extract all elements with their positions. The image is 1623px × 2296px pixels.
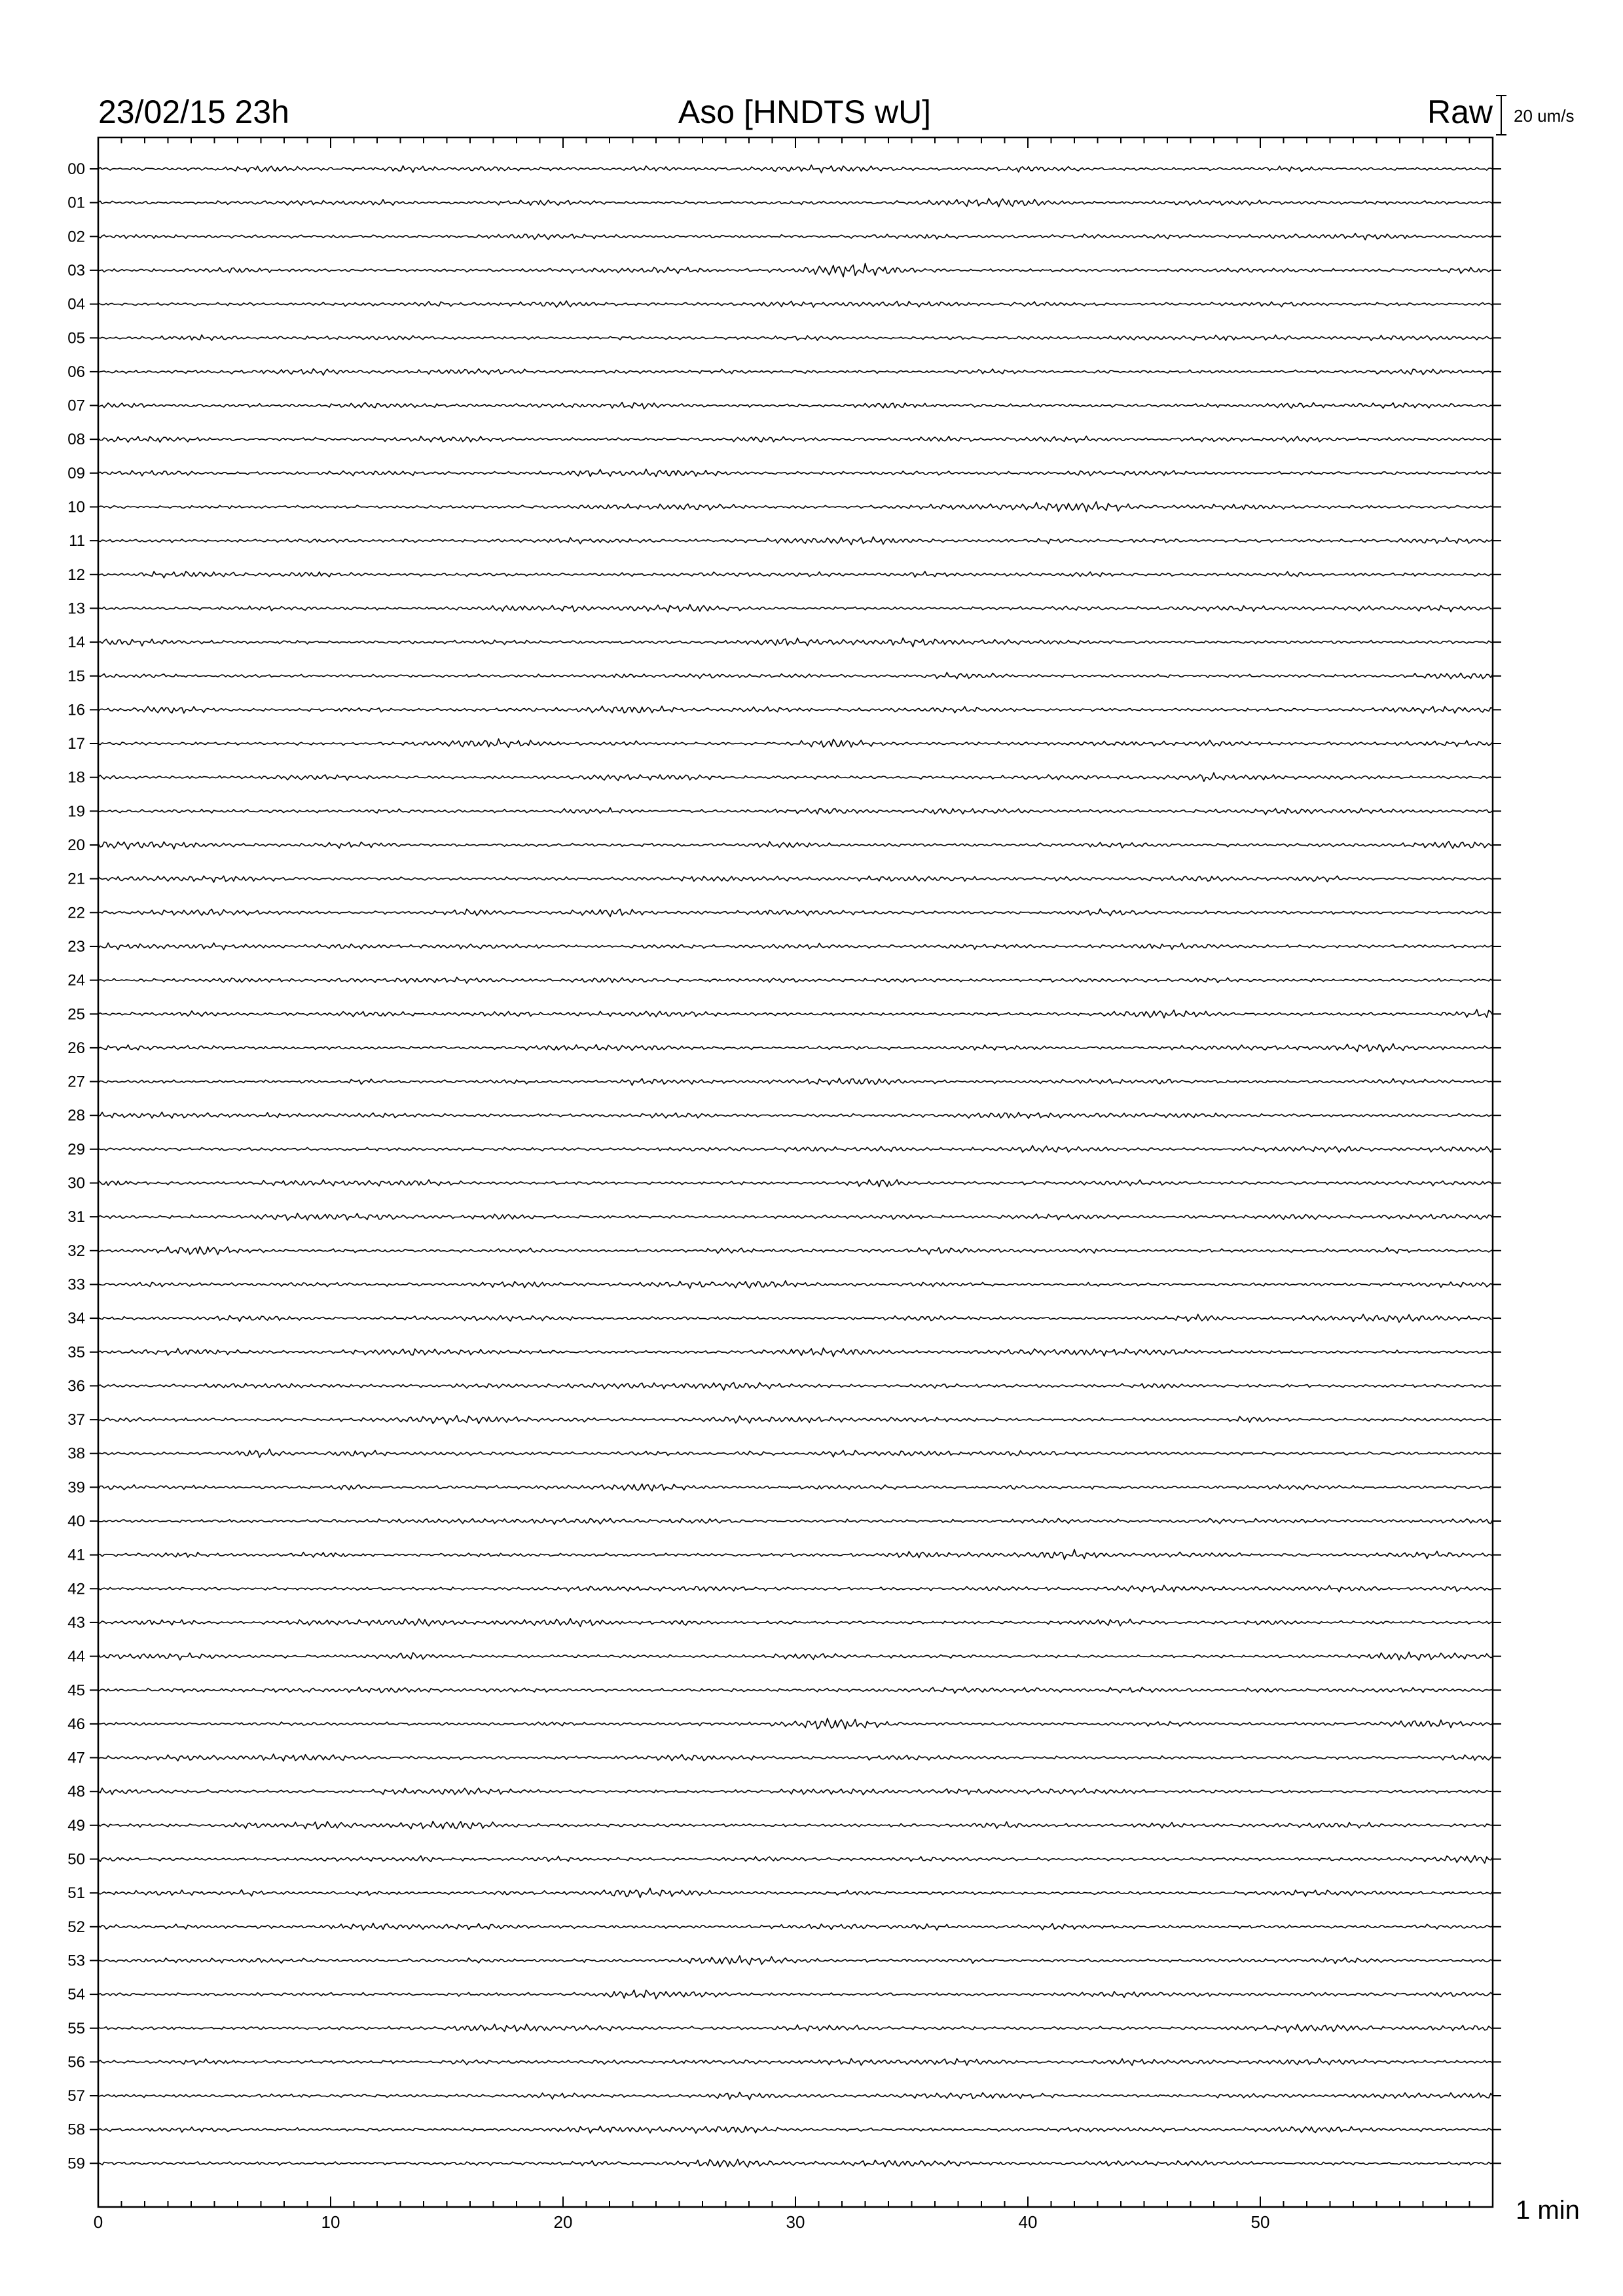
trace-line [98, 1856, 1493, 1863]
trace-line [98, 842, 1493, 850]
hour-row-label: 27 [67, 1073, 85, 1091]
hour-row-label: 36 [67, 1377, 85, 1395]
trace-line [98, 1585, 1493, 1592]
hour-row-label: 03 [67, 261, 85, 279]
traces [90, 165, 1501, 2167]
hour-row-label: 51 [67, 1884, 85, 1903]
trace-line [98, 876, 1493, 882]
trace-line [98, 2024, 1493, 2032]
trace-line [98, 1247, 1493, 1255]
hour-row-label: 52 [67, 1918, 85, 1936]
trace-line [98, 368, 1493, 375]
x-tick-label: 10 [321, 2212, 340, 2232]
hour-row-label: 49 [67, 1816, 85, 1835]
hour-row-label: 19 [67, 802, 85, 821]
hour-row-label: 21 [67, 870, 85, 888]
x-tick-label: 20 [553, 2212, 573, 2232]
hour-row-label: 16 [67, 701, 85, 719]
hour-row-label: 20 [67, 836, 85, 854]
trace-line [98, 1484, 1493, 1491]
trace-line [98, 706, 1493, 713]
hour-row-label: 04 [67, 295, 85, 314]
hour-row-label: 01 [67, 194, 85, 212]
hour-row-label: 34 [67, 1310, 85, 1328]
hour-row-label: 05 [67, 329, 85, 348]
hour-row-label: 13 [67, 600, 85, 618]
trace-line [98, 165, 1493, 173]
hour-row-label: 54 [67, 1986, 85, 2004]
trace-line [98, 537, 1493, 545]
trace-line [98, 1382, 1493, 1390]
hour-row-label: 26 [67, 1039, 85, 1057]
trace-line [98, 638, 1493, 647]
trace-line [98, 1990, 1493, 1999]
trace-line [98, 1754, 1493, 1761]
hour-row-label: 02 [67, 228, 85, 246]
trace-line [98, 2126, 1493, 2133]
hour-row-label: 42 [67, 1580, 85, 1598]
trace-line [98, 1010, 1493, 1018]
trace-line [98, 2092, 1493, 2100]
trace-line [98, 808, 1493, 815]
trace-line [98, 1518, 1493, 1524]
hour-row-label: 33 [67, 1276, 85, 1294]
trace-line [98, 2058, 1493, 2066]
trace-line [98, 1788, 1493, 1795]
trace-line [98, 335, 1493, 341]
trace-line [98, 1281, 1493, 1289]
hour-row-label: 46 [67, 1715, 85, 1733]
trace-line [98, 502, 1493, 512]
hour-row-label: 29 [67, 1140, 85, 1158]
trace-line [98, 1956, 1493, 1965]
hour-row-label: 12 [67, 565, 85, 584]
trace-line [98, 1449, 1493, 1458]
hour-row-label: 15 [67, 667, 85, 685]
hour-row-label: 38 [67, 1444, 85, 1463]
trace-line [98, 1348, 1493, 1357]
trace-line [98, 469, 1493, 477]
hour-row-label: 07 [67, 397, 85, 415]
hour-row-label: 39 [67, 1479, 85, 1497]
trace-line [98, 1416, 1493, 1424]
hour-row-label: 58 [67, 2121, 85, 2139]
hour-row-label: 48 [67, 1783, 85, 1801]
hour-row-label: 35 [67, 1343, 85, 1361]
hour-row-label: 43 [67, 1613, 85, 1632]
trace-line [98, 1179, 1493, 1187]
station-title: Aso [HNDTS wU] [678, 94, 932, 130]
x-axis-tick-labels [94, 2212, 1270, 2232]
date-hour-label: 23/02/15 23h [98, 94, 289, 130]
hour-row-label: 24 [67, 971, 85, 990]
x-axis-label: 1 min [1516, 2196, 1580, 2225]
mode-label: Raw [1427, 94, 1493, 130]
hour-row-label: 32 [67, 1242, 85, 1260]
scale-bar [1496, 96, 1506, 135]
hour-row-label: 14 [67, 634, 85, 652]
hour-row-labels [67, 160, 85, 2172]
trace-line [98, 234, 1493, 240]
hour-row-label: 37 [67, 1411, 85, 1429]
trace-line [98, 1314, 1493, 1322]
hour-row-label: 53 [67, 1952, 85, 1970]
trace-line [98, 1718, 1493, 1729]
trace-line [98, 1687, 1493, 1694]
hour-row-label: 55 [67, 2019, 85, 2037]
hour-row-label: 31 [67, 1208, 85, 1227]
trace-line [98, 1044, 1493, 1052]
hour-row-label: 06 [67, 363, 85, 381]
x-tick-label: 30 [786, 2212, 805, 2232]
hour-row-label: 09 [67, 464, 85, 482]
trace-line [98, 198, 1493, 207]
trace-line [98, 1619, 1493, 1626]
hour-row-label: 08 [67, 431, 85, 449]
hour-row-label: 45 [67, 1681, 85, 1700]
trace-line [98, 2159, 1493, 2167]
hour-row-label: 57 [67, 2087, 85, 2105]
x-tick-label: 40 [1018, 2212, 1038, 2232]
trace-line [98, 436, 1493, 442]
trace-line [98, 739, 1493, 747]
hour-row-label: 59 [67, 2155, 85, 2173]
trace-line [98, 1888, 1493, 1897]
hour-row-label: 30 [67, 1174, 85, 1193]
trace-line [98, 571, 1493, 578]
trace-line [98, 1923, 1493, 1930]
time-ticks [98, 137, 1493, 2207]
hour-row-label: 47 [67, 1749, 85, 1767]
trace-line [98, 1145, 1493, 1153]
x-tick-label: 50 [1250, 2212, 1270, 2232]
hour-row-label: 17 [67, 735, 85, 753]
hour-row-label: 23 [67, 938, 85, 956]
hour-row-label: 22 [67, 904, 85, 922]
trace-line [98, 605, 1493, 613]
trace-line [98, 403, 1493, 409]
x-tick-label: 0 [93, 2212, 103, 2232]
hour-row-label: 40 [67, 1513, 85, 1530]
hour-row-label: 10 [67, 498, 85, 516]
trace-line [98, 943, 1493, 950]
trace-line [98, 1652, 1493, 1660]
hour-row-label: 44 [67, 1647, 85, 1666]
trace-line [98, 1112, 1493, 1119]
trace-line [98, 672, 1493, 679]
trace-line [98, 1213, 1493, 1221]
trace-line [98, 977, 1493, 983]
trace-line [98, 301, 1493, 308]
hour-row-label: 50 [67, 1850, 85, 1869]
hour-row-label: 41 [67, 1546, 85, 1564]
hour-row-label: 56 [67, 2053, 85, 2072]
trace-line [98, 1078, 1493, 1085]
hour-row-label: 28 [67, 1107, 85, 1125]
scale-bar-label: 20 um/s [1514, 106, 1575, 126]
hour-row-label: 25 [67, 1005, 85, 1024]
trace-line [98, 1549, 1493, 1559]
plot-frame [98, 137, 1493, 2207]
hour-row-label: 00 [67, 160, 85, 178]
hour-row-label: 11 [69, 532, 85, 550]
trace-line [98, 263, 1493, 277]
trace-line [98, 1821, 1493, 1829]
trace-line [98, 773, 1493, 781]
trace-line [98, 909, 1493, 917]
hour-row-label: 18 [67, 768, 85, 787]
